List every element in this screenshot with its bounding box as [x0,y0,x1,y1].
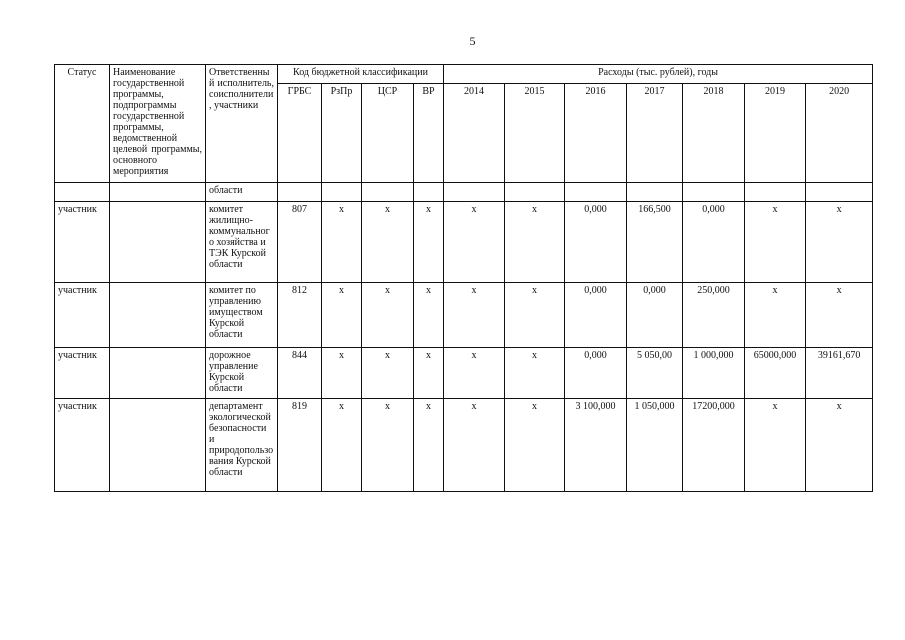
header-row-top [55,65,873,84]
header-vr: ВР [414,84,444,183]
header-year-2020: 2020 [806,84,873,183]
cell-grbs: 812 [278,283,322,348]
header-year-2014: 2014 [444,84,505,183]
cell-rzpr: х [322,399,362,492]
budget-table [54,64,873,492]
header-name: Наименование государственной программы, подпрограммы государственной программы, ведомственной целевой программы, основного мероприятия [110,65,206,183]
table-row [55,399,873,492]
cell-grbs: 844 [278,348,322,399]
cell-2019: х [745,399,806,492]
cell-2014: х [444,399,505,492]
header-budget-code: Код бюджетной классификации [278,65,444,84]
cell-rzpr: х [322,348,362,399]
cell-2019: х [745,202,806,283]
cell-2015: х [505,283,565,348]
cell-rzpr: х [322,202,362,283]
cell-2020: 39161,670 [806,348,873,399]
cell-vr: х [414,399,444,492]
cell-status: участник [55,202,110,283]
cell-status: участник [55,348,110,399]
header-csr: ЦСР [362,84,414,183]
cell-name [110,183,206,202]
cell-2018: 17200,000 [683,399,745,492]
cell-name [110,202,206,283]
cell-2014: х [444,348,505,399]
cell-vr: х [414,202,444,283]
cell-2017: 0,000 [627,283,683,348]
cell-csr: х [362,202,414,283]
cell-csr: х [362,348,414,399]
header-year-2015: 2015 [505,84,565,183]
cell-2016: 3 100,000 [565,399,627,492]
header-grbs: ГРБС [278,84,322,183]
cell-vr: х [414,348,444,399]
header-rzpr: РзПр [322,84,362,183]
cell-grbs: 819 [278,399,322,492]
cell-2020: х [806,202,873,283]
cell-csr: х [362,283,414,348]
table-row [55,202,873,283]
cell-2014: х [444,202,505,283]
cell-name [110,399,206,492]
cell-responsible: комитет жилищно-коммунального хозяйства и ТЭК Курской области [206,202,278,283]
cell-status: участник [55,283,110,348]
cell-2016: 0,000 [565,348,627,399]
page-number: 5 [469,34,476,48]
cell-grbs: 807 [278,202,322,283]
cell-status [55,183,110,202]
cell-2015: х [505,202,565,283]
header-responsible: Ответственный исполнитель, соисполнители, участники [206,65,278,183]
cell-2017: 1 050,000 [627,399,683,492]
cell-csr: х [362,399,414,492]
header-year-2018: 2018 [683,84,745,183]
header-expenses: Расходы (тыс. рублей), годы [444,65,873,84]
cell-name [110,283,206,348]
cell-2018: 0,000 [683,202,745,283]
header-status: Статус [55,65,110,183]
cell-2014: х [444,283,505,348]
cell-2019: х [745,283,806,348]
cell-2017: 5 050,00 [627,348,683,399]
cell-2018: 250,000 [683,283,745,348]
table-row [55,283,873,348]
cell-vr: х [414,283,444,348]
cell-2020: х [806,283,873,348]
cell-2020: х [806,399,873,492]
cell-2015: х [505,399,565,492]
cell-status: участник [55,399,110,492]
cell-2015: х [505,348,565,399]
cell-responsible: департамент экологической безопасности и природопользования Курской области [206,399,278,492]
cell-2016: 0,000 [565,283,627,348]
table-row-continuation [55,183,873,202]
cell-name [110,348,206,399]
cell-2017: 166,500 [627,202,683,283]
cell-rzpr: х [322,283,362,348]
cell-responsible: области [206,183,278,202]
table-row [55,348,873,399]
cell-2018: 1 000,000 [683,348,745,399]
cell-responsible: комитет по управлению имуществом Курской области [206,283,278,348]
cell-2019: 65000,000 [745,348,806,399]
cell-responsible: дорожное управление Курской области [206,348,278,399]
header-year-2019: 2019 [745,84,806,183]
header-year-2017: 2017 [627,84,683,183]
header-year-2016: 2016 [565,84,627,183]
cell-2016: 0,000 [565,202,627,283]
